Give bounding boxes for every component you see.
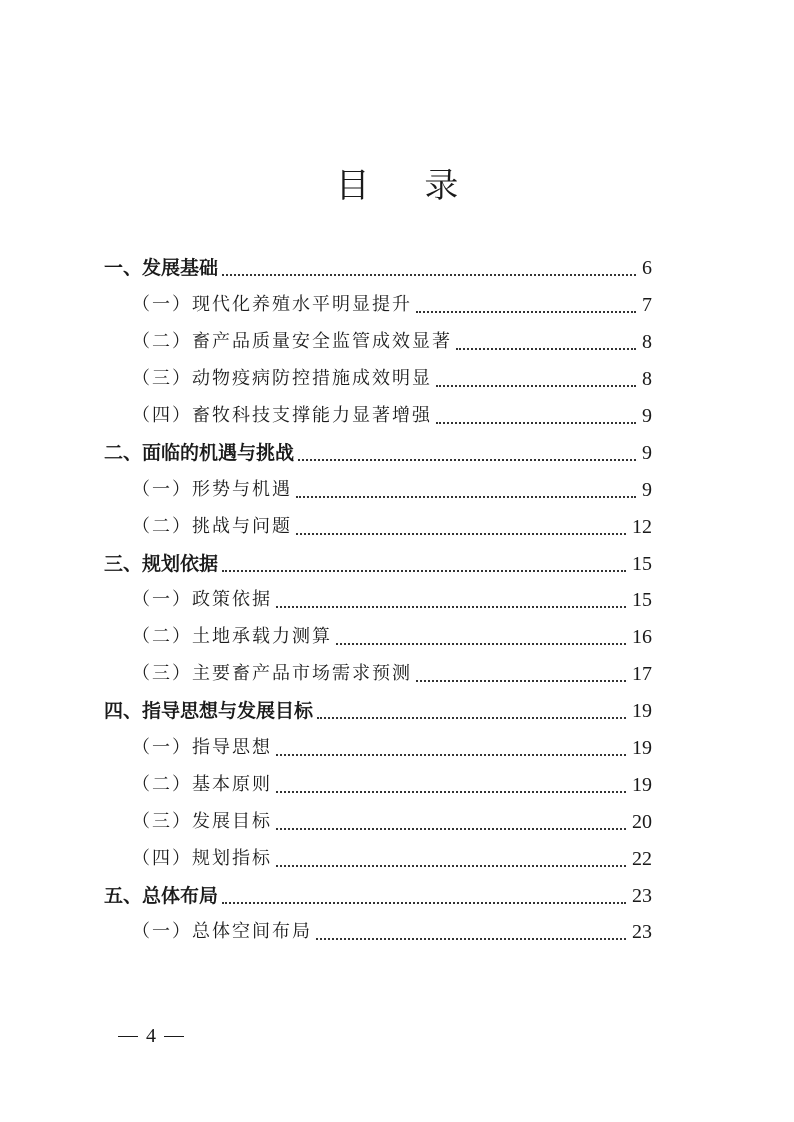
dot-leader: [222, 902, 626, 904]
toc-entry-page: 9: [642, 405, 652, 427]
toc-entry[interactable]: [104, 508, 652, 545]
dot-leader: [222, 274, 636, 276]
toc-entry-page: 9: [642, 478, 652, 501]
footer-dash-right: [164, 1036, 184, 1037]
toc-entry-page: 19: [632, 737, 652, 760]
toc-entry-page: 23: [632, 921, 652, 944]
toc-entry-page: 22: [632, 847, 652, 870]
dot-leader: [416, 680, 626, 682]
toc-entry[interactable]: [104, 914, 652, 951]
toc-entry-label: （二）畜产品质量安全监管成效显著: [132, 331, 452, 353]
dot-leader: [456, 348, 636, 350]
dot-leader: [336, 643, 626, 645]
toc-entry[interactable]: [104, 766, 652, 803]
toc-entry-label: （三）发展目标: [132, 810, 272, 832]
table-of-contents: [104, 250, 652, 951]
toc-entry-label: （三）主要畜产品市场需求预测: [132, 663, 412, 685]
toc-entry-page: 8: [642, 331, 652, 354]
toc-entry-label: （一）形势与机遇: [132, 478, 292, 500]
toc-entry-page: 7: [642, 294, 652, 317]
toc-entry-page: 12: [632, 515, 652, 538]
toc-entry[interactable]: [104, 693, 652, 730]
dot-leader: [276, 606, 626, 608]
toc-entry-page: 15: [632, 552, 652, 575]
toc-entry[interactable]: [104, 877, 652, 914]
toc-entry-page: 19: [632, 700, 652, 723]
toc-entry-label: （四）畜牧科技支撑能力显著增强: [132, 405, 432, 426]
toc-entry-label: 一、发展基础: [104, 257, 219, 280]
toc-entry[interactable]: [104, 398, 652, 435]
toc-title: 目 录: [335, 166, 481, 206]
toc-entry-page: 8: [642, 368, 652, 391]
toc-entry-label: （一）指导思想: [132, 737, 272, 759]
toc-entry[interactable]: [104, 656, 652, 693]
toc-entry-label: （一）现代化养殖水平明显提升: [132, 294, 412, 316]
dot-leader: [317, 717, 626, 719]
toc-entry-label: 五、总体布局: [104, 884, 219, 907]
toc-entry-label: （一）政策依据: [132, 589, 272, 611]
dot-leader: [296, 533, 626, 535]
toc-entry[interactable]: [104, 361, 652, 398]
toc-entry-label: 三、规划依据: [104, 552, 219, 575]
toc-entry-label: （二）基本原则: [132, 773, 272, 795]
toc-entry[interactable]: [104, 250, 652, 287]
toc-entry[interactable]: [104, 287, 652, 324]
toc-entry-page: 20: [632, 810, 652, 833]
toc-entry[interactable]: [104, 545, 652, 582]
toc-entry[interactable]: [104, 582, 652, 619]
toc-entry-label: （三）动物疫病防控措施成效明显: [132, 368, 432, 390]
dot-leader: [416, 311, 636, 313]
toc-entry-page: 15: [632, 589, 652, 612]
toc-entry-label: （二）挑战与问题: [132, 515, 292, 537]
toc-entry[interactable]: [104, 730, 652, 767]
footer-dash-left: [118, 1036, 138, 1037]
toc-entry-page: 19: [632, 773, 652, 796]
toc-entry-page: 9: [642, 441, 652, 464]
dot-leader: [316, 938, 626, 940]
toc-entry-page: 17: [632, 663, 652, 686]
dot-leader: [276, 754, 626, 756]
toc-entry[interactable]: [104, 324, 652, 361]
toc-entry[interactable]: [104, 434, 652, 471]
page-number-footer: [118, 1023, 184, 1049]
toc-entry-label: （四）规划指标: [132, 847, 272, 869]
toc-entry-label: 二、面临的机遇与挑战: [104, 441, 295, 464]
toc-entry[interactable]: [104, 840, 652, 877]
dot-leader: [276, 828, 626, 830]
dot-leader: [276, 791, 626, 793]
toc-entry-page: 16: [632, 626, 652, 649]
page-number: 4: [146, 1025, 156, 1047]
dot-leader: [296, 496, 636, 498]
dot-leader: [436, 422, 636, 424]
dot-leader: [222, 570, 626, 572]
toc-entry-label: （二）土地承载力测算: [132, 626, 332, 648]
dot-leader: [298, 459, 636, 461]
toc-entry-label: 四、指导思想与发展目标: [104, 700, 314, 723]
toc-entry[interactable]: [104, 803, 652, 840]
dot-leader: [436, 385, 636, 387]
toc-entry[interactable]: [104, 471, 652, 508]
toc-entry-label: （一）总体空间布局: [132, 921, 312, 943]
dot-leader: [276, 865, 626, 867]
toc-entry-page: 6: [642, 257, 652, 280]
toc-entry-page: 23: [632, 884, 652, 907]
toc-entry[interactable]: [104, 619, 652, 656]
